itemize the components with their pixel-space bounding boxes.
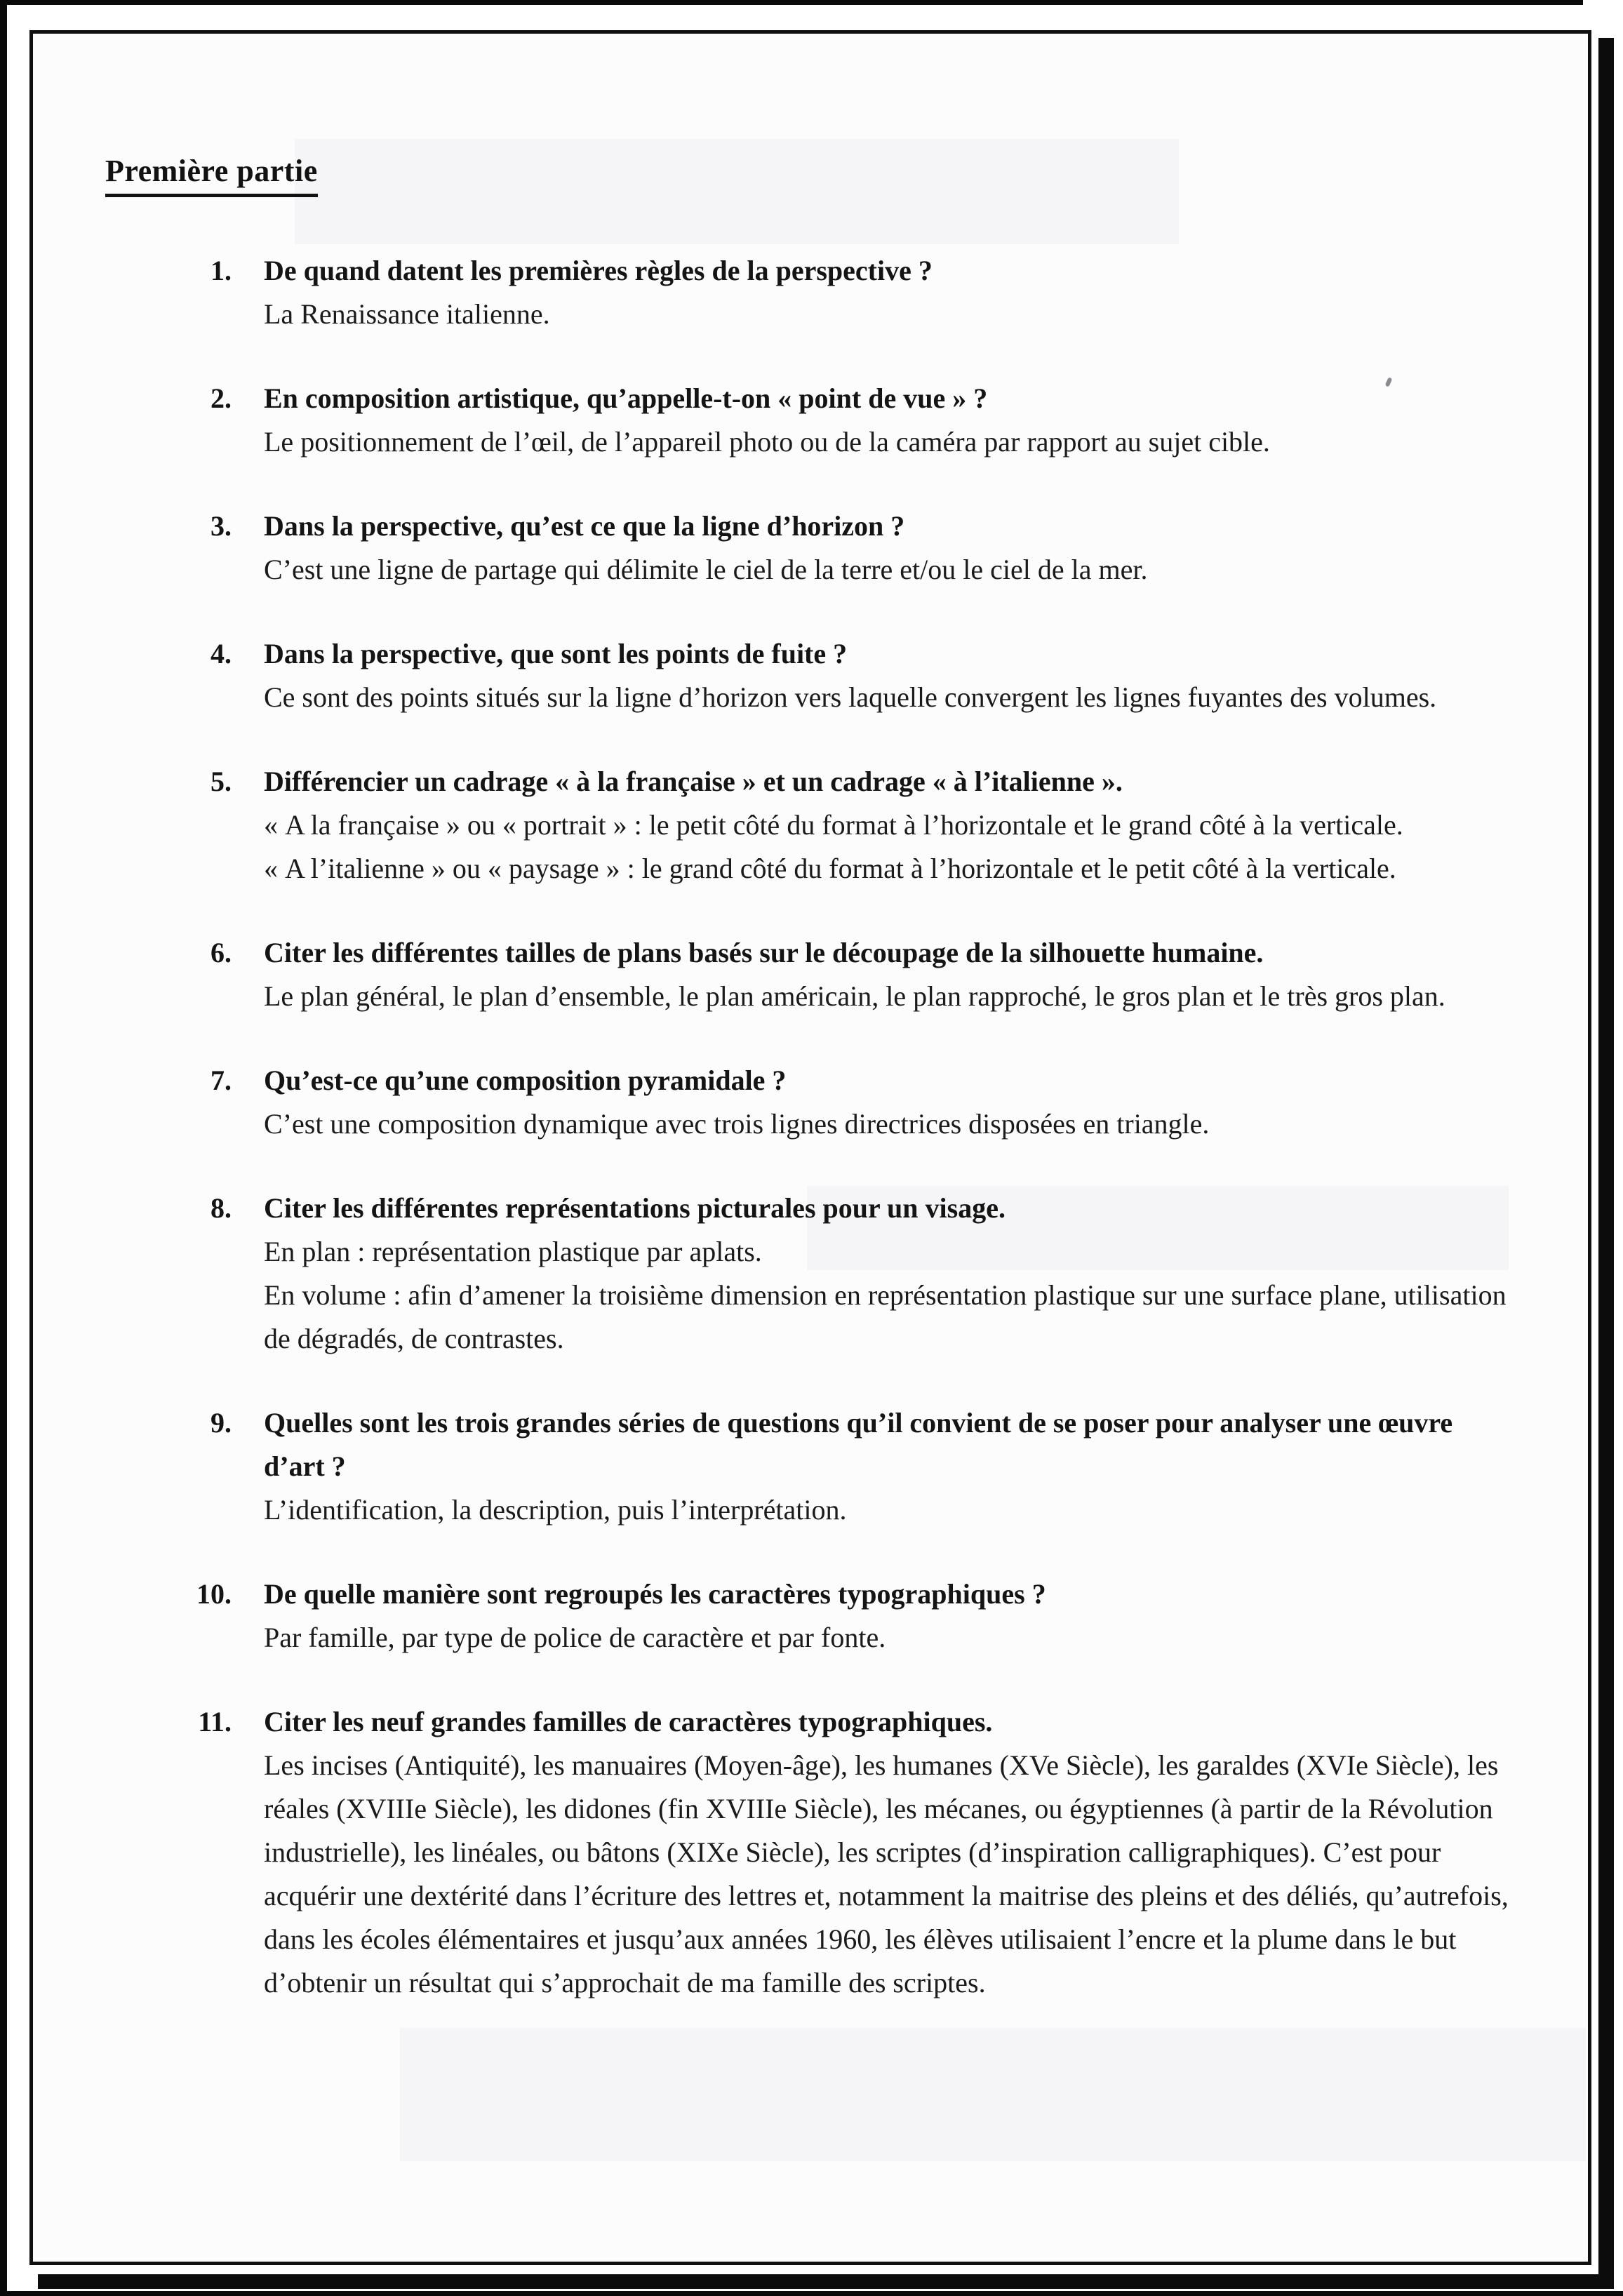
question-text: Citer les différentes tailles de plans basés sur le découpage de la silhouette humaine. bbox=[264, 937, 1264, 968]
question-text: Qu’est-ce qu’une composition pyramidale ? bbox=[264, 1064, 787, 1096]
question-item-6 bbox=[105, 931, 1520, 1018]
question-number: 6. bbox=[211, 937, 232, 968]
question-body bbox=[264, 632, 1520, 719]
question-item-4 bbox=[105, 632, 1520, 719]
question-item-9 bbox=[105, 1401, 1520, 1532]
scan-edge-left bbox=[0, 0, 7, 2296]
page-title: Première partie bbox=[105, 153, 318, 197]
answer-text: L’identification, la description, puis l’interprétation. bbox=[264, 1494, 847, 1526]
answer-text: En plan : représentation plastique par aplats. bbox=[264, 1236, 762, 1267]
question-body bbox=[264, 1059, 1520, 1146]
answer-text: Le plan général, le plan d’ensemble, le plan américain, le plan rapproché, le gros plan et le très gros plan. bbox=[264, 980, 1445, 1012]
question-number: 11. bbox=[198, 1706, 232, 1737]
question-text: Dans la perspective, que sont les points de fuite ? bbox=[264, 638, 848, 669]
question-item-10 bbox=[105, 1573, 1520, 1660]
answer-text: Les incises (Antiquité), les manuaires (Moyen-âge), les humanes (XVe Siècle), les garaldes (XVIe Siècle), les réales (XVIIIe Siècle), les didones (fin XVIIIe Siècle), les mécanes, ou égyptiennes (à partir de la Révolution industrielle), les linéales, ou bâtons (XIXe Siècle), les scriptes (d’inspiration calligraphiques). C’est pour acquérir une dextérité dans l’écriture des lettres et, notamment la maitrise des pleins et des déliés, qu’autrefois, dans les écoles élémentaires et jusqu’aux années 1960, les élèves utilisaient l’encre et la plume dans le but d’obtenir un résultat qui s’approchait de ma famille des scriptes. bbox=[264, 1749, 1509, 1998]
page-content bbox=[105, 153, 1520, 2045]
question-text: En composition artistique, qu’appelle-t-on « point de vue » ? bbox=[264, 382, 988, 414]
question-number: 1. bbox=[211, 255, 232, 286]
question-body bbox=[264, 249, 1520, 336]
answer-text: « A l’italienne » ou « paysage » : le grand côté du format à l’horizontale et le petit côté à la verticale. bbox=[264, 853, 1396, 884]
question-body bbox=[264, 1700, 1520, 2005]
question-body bbox=[264, 1401, 1520, 1532]
question-item-8 bbox=[105, 1187, 1520, 1361]
question-number: 7. bbox=[211, 1064, 232, 1096]
question-item-11 bbox=[105, 1700, 1520, 2005]
question-number: 4. bbox=[211, 638, 232, 669]
answer-text: Le positionnement de l’œil, de l’appareil photo ou de la caméra par rapport au sujet cible. bbox=[264, 426, 1270, 458]
page-shadow-bottom bbox=[38, 2274, 1614, 2289]
scan-tone-patch bbox=[400, 2028, 1586, 2161]
question-text: Quelles sont les trois grandes séries de questions qu’il convient de se poser pour analyser une œuvre d’art ? bbox=[264, 1407, 1453, 1482]
question-item-2 bbox=[105, 377, 1520, 464]
question-number: 5. bbox=[211, 766, 232, 797]
scan-edge-top bbox=[0, 0, 1583, 5]
answer-text: En volume : afin d’amener la troisième dimension en représentation plastique sur une surface plane, utilisation de dégradés, de contrastes. bbox=[264, 1279, 1507, 1354]
question-number: 10. bbox=[196, 1578, 232, 1610]
answer-text: Ce sont des points situés sur la ligne d’horizon vers laquelle convergent les lignes fuyantes des volumes. bbox=[264, 681, 1437, 713]
question-text: Dans la perspective, qu’est ce que la ligne d’horizon ? bbox=[264, 510, 905, 542]
question-text: Citer les neuf grandes familles de caractères typographiques. bbox=[264, 1706, 993, 1737]
answer-text: C’est une composition dynamique avec trois lignes directrices disposées en triangle. bbox=[264, 1108, 1210, 1140]
question-item-1 bbox=[105, 249, 1520, 336]
question-item-5 bbox=[105, 760, 1520, 890]
page-title-heading bbox=[105, 153, 1520, 197]
question-text: Différencier un cadrage « à la française » et un cadrage « à l’italienne ». bbox=[264, 766, 1123, 797]
page-shadow-right bbox=[1598, 38, 1614, 2289]
answer-text: La Renaissance italienne. bbox=[264, 298, 550, 330]
question-item-3 bbox=[105, 505, 1520, 592]
question-number: 3. bbox=[211, 510, 232, 542]
question-list bbox=[105, 249, 1520, 2005]
question-body bbox=[264, 505, 1520, 592]
question-number: 2. bbox=[211, 382, 232, 414]
question-body bbox=[264, 1187, 1520, 1361]
question-body bbox=[264, 377, 1520, 464]
question-body bbox=[264, 760, 1520, 890]
answer-text: « A la française » ou « portrait » : le petit côté du format à l’horizontale et le grand côté à la verticale. bbox=[264, 809, 1403, 841]
question-item-7 bbox=[105, 1059, 1520, 1146]
question-body bbox=[264, 931, 1520, 1018]
scan-edge-bottom bbox=[0, 2291, 1623, 2296]
answer-text: C’est une ligne de partage qui délimite le ciel de la terre et/ou le ciel de la mer. bbox=[264, 554, 1148, 585]
question-text: De quand datent les premières règles de la perspective ? bbox=[264, 255, 933, 286]
question-body bbox=[264, 1573, 1520, 1660]
question-text: Citer les différentes représentations picturales pour un visage. bbox=[264, 1192, 1006, 1224]
answer-text: Par famille, par type de police de caractère et par fonte. bbox=[264, 1622, 886, 1653]
question-text: De quelle manière sont regroupés les caractères typographiques ? bbox=[264, 1578, 1046, 1610]
question-number: 8. bbox=[211, 1192, 232, 1224]
question-number: 9. bbox=[211, 1407, 232, 1439]
